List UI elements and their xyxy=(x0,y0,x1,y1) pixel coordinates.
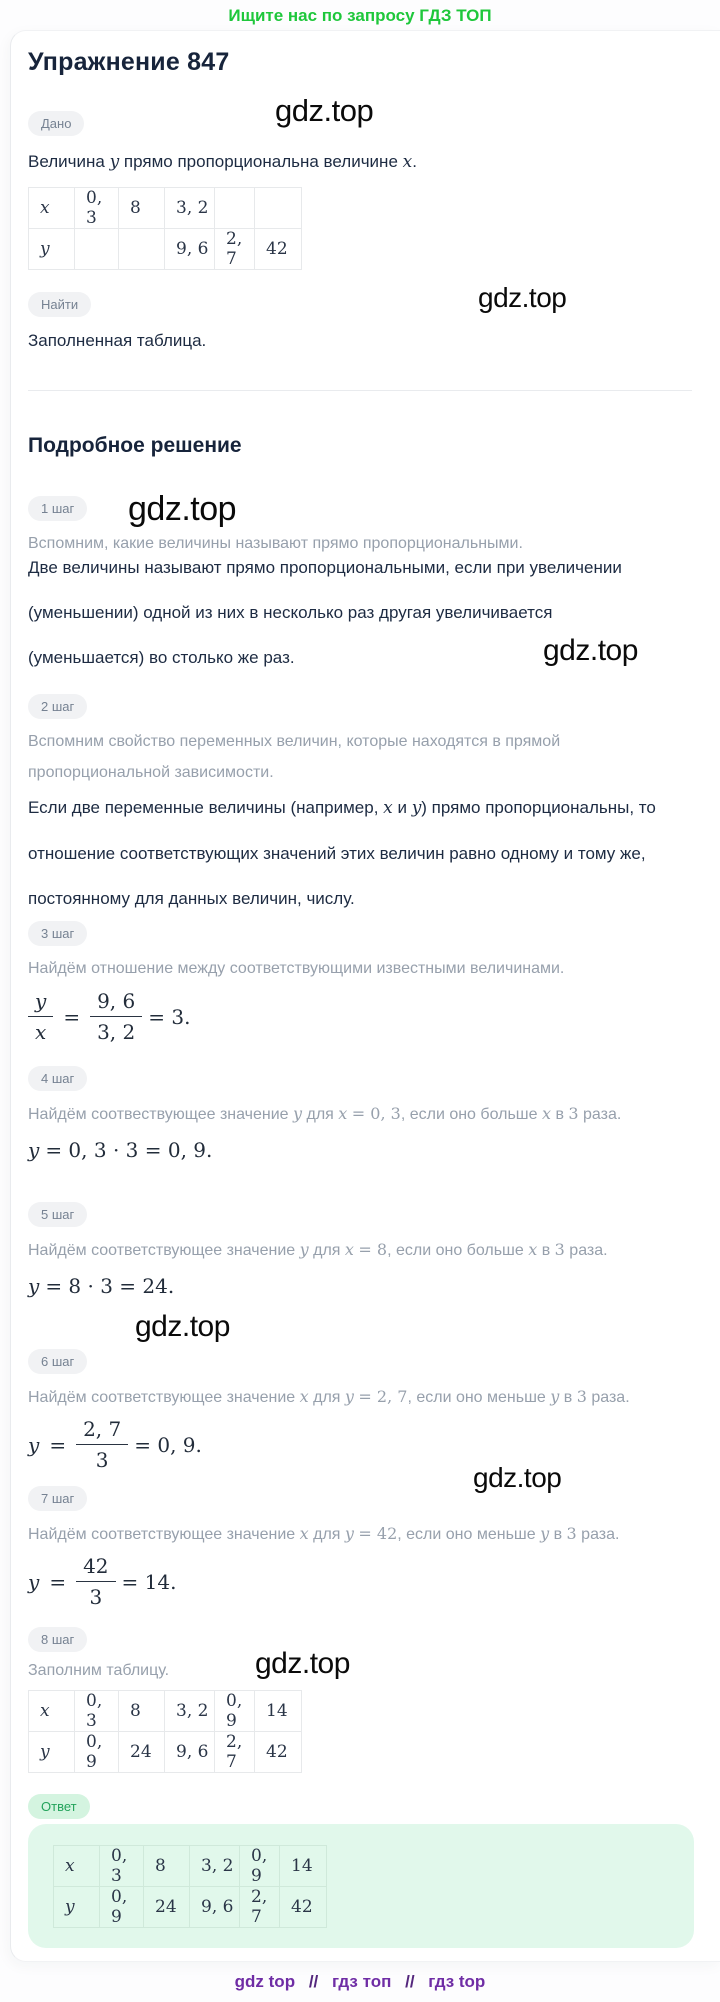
footer-link[interactable]: gdz top xyxy=(234,1972,296,1991)
table-row: x 0, 3 8 3, 2 0, 9 14 xyxy=(54,1846,327,1887)
step4-formula: y = 0, 3 · 3 = 0, 9. xyxy=(28,1138,213,1162)
promo-text: Ищите нас по запросу ГДЗ ТОП xyxy=(228,6,492,25)
footer-separator: // xyxy=(405,1972,415,1991)
exercise-title: Упражнение 847 xyxy=(28,48,230,76)
table-row: x 0, 3 8 3, 2 xyxy=(29,188,302,229)
step4-note: Найдём соотвествующее значение y для x = 0, 3, если оно больше x в 3 раза. xyxy=(28,1104,622,1123)
step8-table xyxy=(28,1690,302,1773)
step2-badge-wrap xyxy=(28,694,87,719)
step5-badge: 5 шаг xyxy=(28,1202,87,1227)
fraction: $\frac{9, 6}{3, 2}$ xyxy=(90,988,142,1045)
watermark: gdz.top xyxy=(275,93,374,128)
step2-badge: 2 шаг xyxy=(28,694,87,719)
given-table xyxy=(28,187,302,270)
watermark: gdz.top xyxy=(473,1462,562,1493)
table-row: y 9, 6 2, 7 42 xyxy=(29,229,302,270)
footer-link[interactable]: гдз топ xyxy=(332,1972,392,1991)
footer-separator: // xyxy=(308,1972,319,1991)
step8-badge-wrap xyxy=(28,1627,87,1652)
watermark: gdz.top xyxy=(135,1310,230,1343)
step8-note: Заполним таблицу. xyxy=(28,1662,170,1679)
given-badge: Дано xyxy=(28,111,84,136)
step2-note: Вспомним свойство переменных величин, которые находятся в прямой пропорциональной зависимости. xyxy=(28,733,561,781)
step6-badge: 6 шаг xyxy=(28,1349,87,1374)
step4-badge-wrap xyxy=(28,1066,87,1091)
step1-badge: 1 шаг xyxy=(28,496,87,521)
watermark: gdz.top xyxy=(478,282,567,313)
find-statement: Заполненная таблица. xyxy=(28,331,207,350)
watermark: gdz.top xyxy=(128,490,237,528)
answer-badge: Ответ xyxy=(28,1794,90,1819)
step7-formula: y = $\frac{42}{3}$ = 14. xyxy=(28,1554,177,1609)
step5-note: Найдём соответствующее значение y для x = 8, если оно больше x в 3 раза. xyxy=(28,1240,608,1259)
step5-badge-wrap xyxy=(28,1202,87,1227)
step3-badge: 3 шаг xyxy=(28,921,87,946)
watermark: gdz.top xyxy=(255,1647,350,1680)
step7-note: Найдём соответствующее значение x для y = 42, если оно меньше y в 3 раза. xyxy=(28,1524,620,1543)
table-row: y 0, 9 24 9, 6 2, 7 42 xyxy=(54,1887,327,1928)
step3-badge-wrap xyxy=(28,921,87,946)
table-row: x 0, 3 8 3, 2 0, 9 14 xyxy=(29,1691,302,1732)
step8-badge: 8 шаг xyxy=(28,1627,87,1652)
footer xyxy=(0,1972,720,1992)
table-row: y 0, 9 24 9, 6 2, 7 42 xyxy=(29,1732,302,1773)
step3-formula: $\frac{y}{x}$ = $\frac{9, 6}{3, 2}$ = 3. xyxy=(28,988,190,1045)
given-statement: Величина y прямо пропорциональна величине x. xyxy=(28,152,417,172)
step5-formula: y = 8 · 3 = 24. xyxy=(28,1274,175,1298)
step4-badge: 4 шаг xyxy=(28,1066,87,1091)
step6-note: Найдём соответствующее значение x для y = 2, 7, если оно меньше y в 3 раза. xyxy=(28,1387,630,1406)
fraction: $\frac{y}{x}$ xyxy=(28,988,53,1045)
fraction: $\frac{2, 7}{3}$ xyxy=(76,1416,128,1473)
step1-badge-wrap xyxy=(28,496,87,521)
find-section-label xyxy=(28,292,91,317)
answer-table xyxy=(53,1845,327,1928)
solution-heading: Подробное решение xyxy=(28,434,242,457)
step6-formula: y = $\frac{2, 7}{3}$ = 0, 9. xyxy=(28,1417,202,1472)
find-badge: Найти xyxy=(28,292,91,317)
divider xyxy=(28,390,692,391)
step7-badge: 7 шаг xyxy=(28,1486,87,1511)
footer-link[interactable]: гдз top xyxy=(428,1972,486,1991)
fraction: $\frac{42}{3}$ xyxy=(76,1553,115,1610)
given-section-label xyxy=(28,111,84,136)
step3-note: Найдём отношение между соответствующими известными величинами. xyxy=(28,960,565,977)
step7-badge-wrap xyxy=(28,1486,87,1511)
answer-badge-wrap xyxy=(28,1794,90,1819)
step1-note: Вспомним, какие величины называют прямо пропорциональными. xyxy=(28,535,523,552)
step6-badge-wrap xyxy=(28,1349,87,1374)
watermark: gdz.top xyxy=(543,634,638,667)
step2-text: Если две переменные величины (например, x и y) прямо пропорциональны, то отношение соответствующих значений этих величин равно одному и тому же, постоянному для данных величин, числу. xyxy=(28,798,656,908)
step1-text: Две величины называют прямо пропорциональными, если при увеличении (уменьшении) одной из них в несколько раз другая увеличивается (уменьшается) во столько же раз. xyxy=(28,558,622,667)
